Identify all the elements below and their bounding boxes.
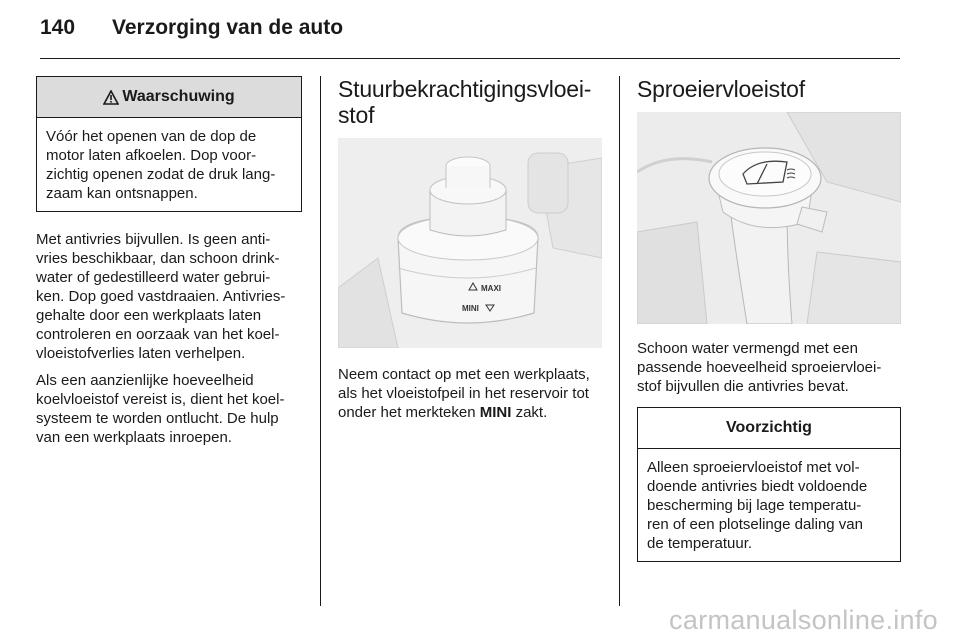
reservoir-illustration <box>338 138 602 348</box>
column-power-steering <box>338 76 604 422</box>
warning-text <box>37 118 301 211</box>
text-line: als het vloeistofpeil in het reservoir tot <box>338 385 589 402</box>
text-line: vloeistofverlies laten verhelpen. <box>36 345 246 362</box>
caution-title: Voorzichtig <box>726 419 812 436</box>
text-line: Als een aanzienlijke hoeveelheid <box>36 372 254 389</box>
washer-fluid-image <box>637 112 901 324</box>
text-line: gehalte door een werkplaats laten <box>36 307 262 324</box>
mini-mark-bold: MINI <box>479 404 512 421</box>
mini-label: MINI <box>462 304 479 313</box>
column-coolant <box>36 76 302 447</box>
text-line: water of gedestilleerd water gebrui- <box>36 269 271 286</box>
column-divider-1 <box>320 76 321 606</box>
text-line: passende hoeveelheid sproeiervloei- <box>637 359 882 376</box>
coolant-paragraph-2 <box>36 371 302 447</box>
warning-line: zaam kan ontsnappen. <box>46 185 198 202</box>
text-line: van een werkplaats inroepen. <box>36 429 232 446</box>
text-line: Neem contact op met een werkplaats, <box>338 366 590 383</box>
header-rule <box>40 58 900 59</box>
caution-box <box>637 407 901 562</box>
power-steering-heading <box>338 76 604 128</box>
warning-triangle-icon <box>103 90 119 105</box>
warning-title: Waarschuwing <box>122 88 235 105</box>
power-steering-paragraph <box>338 365 604 422</box>
washer-fluid-heading: Sproeiervloeistof <box>637 76 805 102</box>
text-line: Met antivries bijvullen. Is geen anti- <box>36 231 271 248</box>
heading-line: Stuurbekrachtigingsvloei- <box>338 76 592 102</box>
warning-line: zichtig openen zodat de druk lang- <box>46 166 276 183</box>
page-header <box>40 16 900 48</box>
power-steering-reservoir-image <box>338 138 602 348</box>
column-divider-2 <box>619 76 620 606</box>
text-fragment: onder het merkteken <box>338 404 480 421</box>
washer-cap-illustration <box>637 112 901 324</box>
text-line: koelvloeistof vereist is, dient het koel- <box>36 391 285 408</box>
text-line: ken. Dop goed vastdraaien. Antivries- <box>36 288 286 305</box>
watermark: carmanualsonline.info <box>669 605 938 635</box>
page-number: 140 <box>40 16 76 39</box>
warning-line: Vóór het openen van de dop de <box>46 128 257 145</box>
column-washer-fluid <box>637 76 901 562</box>
caution-text <box>638 449 900 561</box>
caution-line: de temperatuur. <box>647 535 753 552</box>
text-line <box>338 403 604 422</box>
text-line: controleren en oorzaak van het koel- <box>36 326 280 343</box>
warning-box <box>36 76 302 212</box>
heading-line: stof <box>338 102 375 128</box>
text-line: vries beschikbaar, dan schoon drink- <box>36 250 280 267</box>
text-line: stof bijvullen die antivries bevat. <box>637 378 849 395</box>
caution-line: Alleen sproeiervloeistof met vol- <box>647 459 860 476</box>
page-title: Verzorging van de auto <box>112 16 344 39</box>
coolant-paragraph-1 <box>36 230 302 363</box>
caution-box-header <box>638 408 900 449</box>
warning-box-header <box>37 77 301 118</box>
caution-line: bescherming bij lage temperatu- <box>647 497 862 514</box>
caution-line: ren of een plotselinge daling van <box>647 516 863 533</box>
maxi-label: MAXI <box>481 284 501 293</box>
washer-fluid-paragraph <box>637 339 901 396</box>
text-line: Schoon water vermengd met een <box>637 340 858 357</box>
warning-line: motor laten afkoelen. Dop voor- <box>46 147 257 164</box>
text-fragment: zakt. <box>511 404 548 421</box>
caution-line: doende antivries biedt voldoende <box>647 478 868 495</box>
text-line: systeem te worden ontlucht. De hulp <box>36 410 279 427</box>
